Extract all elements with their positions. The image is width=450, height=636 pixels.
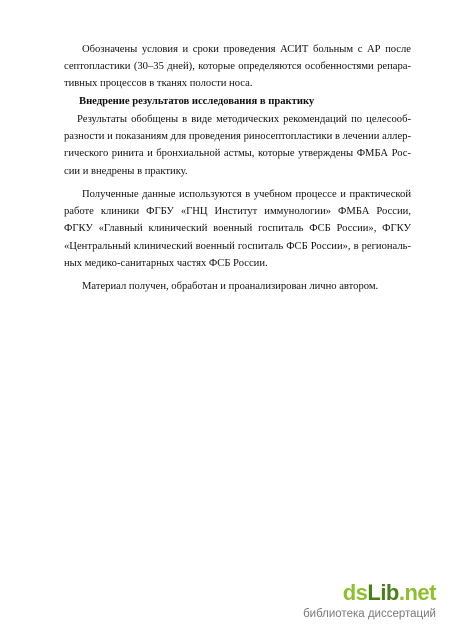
text-line: гического ринита и бронхиальной астмы, которые утверждены ФМБА Рос- (64, 148, 411, 160)
text-line: работе клиники ФГБУ «ГНЦ Институт иммунологии» ФМБА России, (64, 206, 411, 218)
text-line: Полученные данные используются в учебном процессе и практической (82, 189, 411, 200)
dslib-logo (343, 580, 436, 606)
text-line: ФГКУ «Главный клинический военный госпиталь ФСБ России», ФГКУ (64, 223, 411, 235)
logo-ds: ds (342, 580, 368, 605)
paragraph-data-usage (64, 186, 411, 272)
text-line: «Центральный клинический военный госпиталь ФСБ России», в региональ- (64, 240, 411, 252)
paragraph-author-statement (64, 278, 411, 295)
text-line: ных медико-санитарных частях ФСБ России. (64, 257, 268, 269)
paragraph-asit-conditions (64, 41, 411, 93)
watermark-caption: библиотека диссертаций (303, 608, 436, 620)
section-heading: Внедрение результатов исследования в практику (79, 96, 315, 107)
dslib-watermark (286, 580, 436, 626)
logo-lib: Lib (367, 580, 399, 605)
text-line: септопластики (30–35 дней), которые определяются особенностями репара- (64, 61, 411, 73)
text-line: тивных процессов в тканях полости носа. (64, 78, 253, 90)
logo-net: .net (398, 580, 436, 605)
text-line: Обозначены условия и сроки проведения АСИТ больным с АР после (82, 44, 411, 55)
paragraph-results-summary (64, 111, 411, 180)
text-line: Материал получен, обработан и проанализирован лично автором. (82, 281, 379, 292)
text-line: Результаты обобщены в виде методических рекомендаций по целесооб- (77, 114, 411, 125)
text-line: разности и показаниям для проведения риносептопластики в лечении аллер- (64, 131, 411, 143)
text-line: сии и внедрены в практику. (64, 165, 188, 177)
